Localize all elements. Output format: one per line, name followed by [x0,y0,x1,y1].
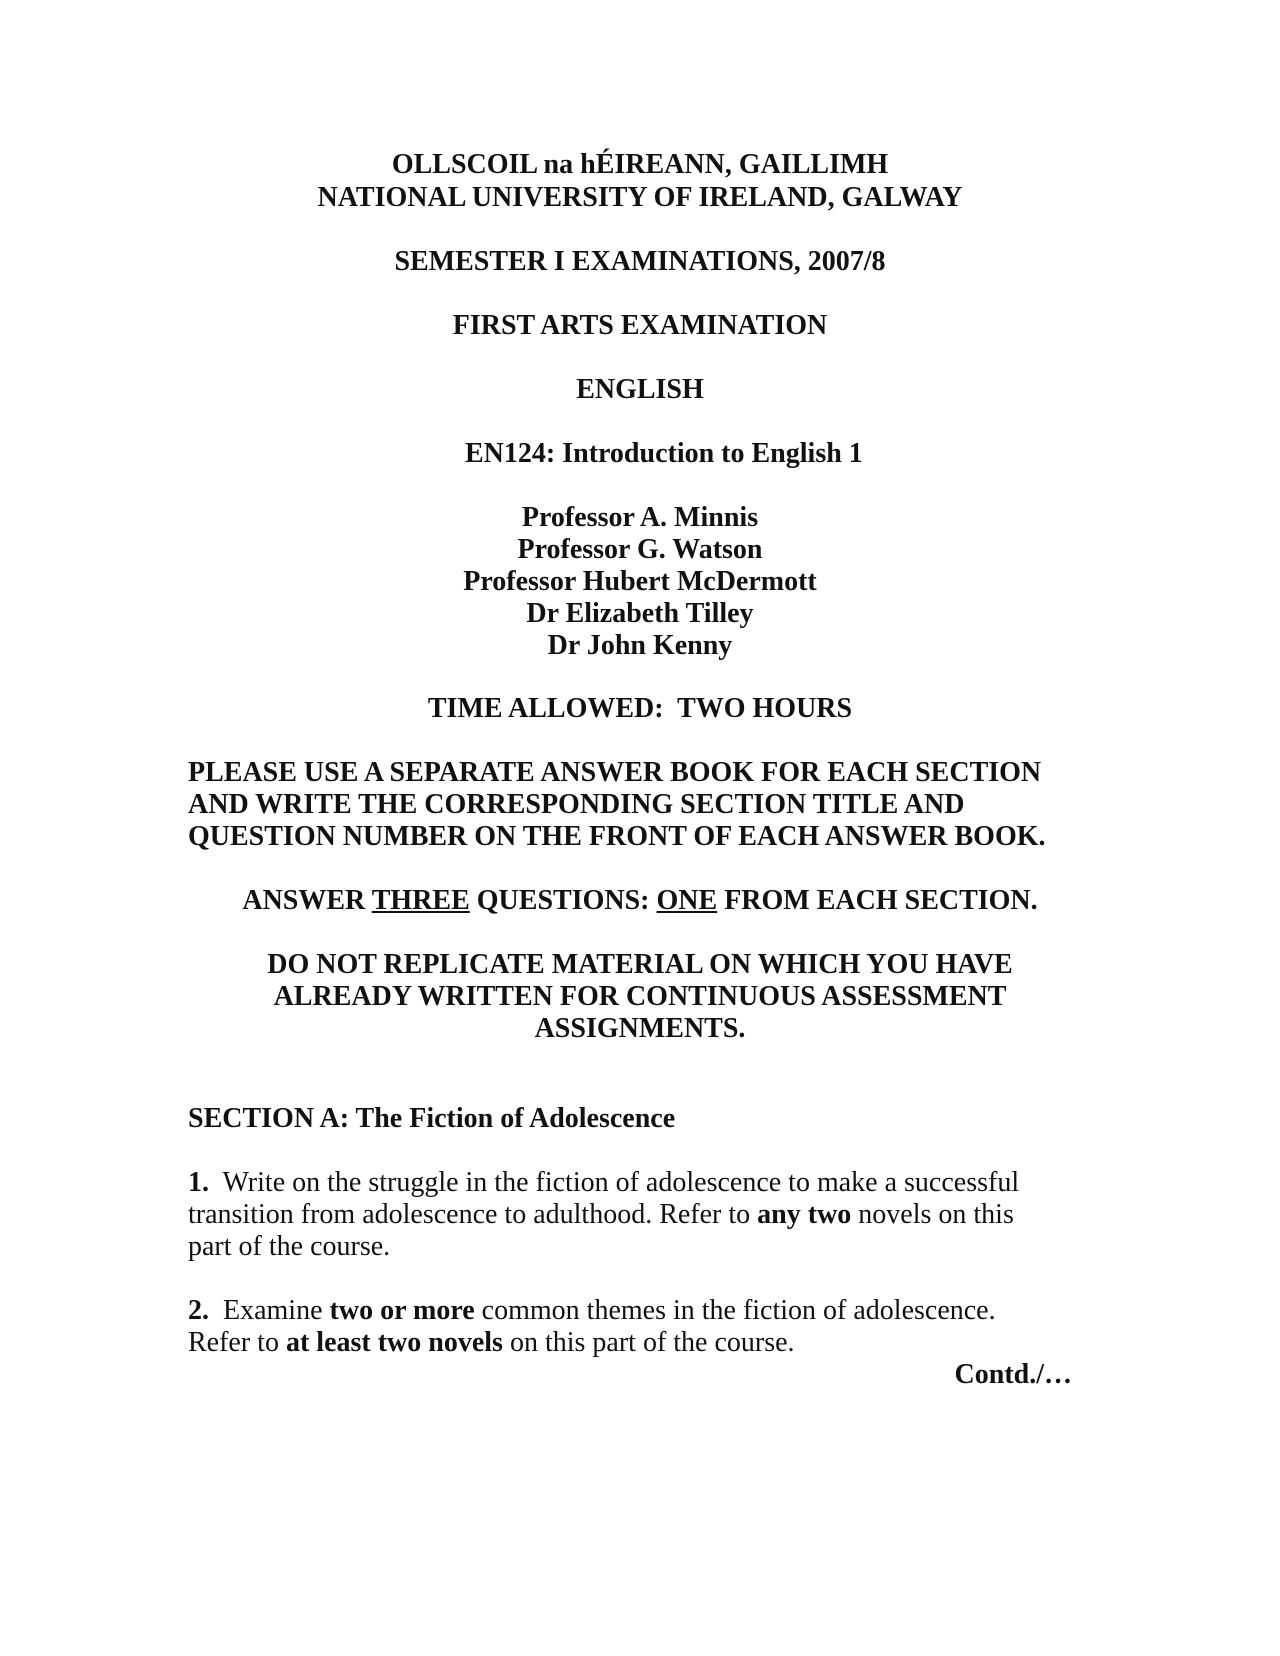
subject-title: ENGLISH [576,374,704,405]
question-2-line [188,1326,795,1360]
question-number: 2. [188,1295,209,1326]
answer-suffix: FROM EACH SECTION. [717,885,1038,916]
answer-mid: QUESTIONS: [469,885,657,916]
question-number: 1. [188,1167,209,1198]
answer-book-instruction: AND WRITE THE CORRESPONDING SECTION TITLE AND [188,789,965,820]
question-1-line [188,1166,1019,1200]
university-irish-name: OLLSCOIL na hÉIREANN, GAILLIMH [391,149,889,180]
section-a-title: SECTION A: The Fiction of Adolescence [188,1103,676,1134]
examiner-name: Professor A. Minnis [521,502,759,533]
question-text: Write on the struggle in the fiction of adolescence to make a successful [222,1167,1020,1198]
answer-prefix: ANSWER [242,885,372,916]
question-1-line [188,1198,1014,1232]
examiner-name: Dr John Kenny [547,630,733,661]
university-english-name: NATIONAL UNIVERSITY OF IRELAND, GALWAY [317,182,963,213]
answer-book-instruction: PLEASE USE A SEPARATE ANSWER BOOK FOR EACH SECTION [188,757,1042,788]
question-text: transition from adolescence to adulthood. Refer to [188,1199,758,1230]
question-text: novels on this [851,1199,1014,1230]
question-text: Refer to [188,1327,286,1358]
no-replicate-instruction: DO NOT REPLICATE MATERIAL ON WHICH YOU HAVE [267,949,1013,980]
examiner-name: Dr Elizabeth Tilley [526,598,754,629]
question-emphasis: two or more [329,1295,475,1326]
continued-marker: Contd./… [954,1359,1072,1390]
question-text: Examine [223,1295,330,1326]
examiner-name: Professor Hubert McDermott [463,566,817,597]
question-emphasis: any two [757,1199,852,1230]
answer-count-instruction [0,884,1280,918]
answer-count: THREE [371,885,470,916]
time-allowed: TIME ALLOWED: TWO HOURS [427,693,853,724]
module-title: EN124: Introduction to English 1 [465,438,863,469]
question-emphasis: at least two novels [285,1327,503,1358]
no-replicate-instruction: ALREADY WRITTEN FOR CONTINUOUS ASSESSMENT [273,981,1007,1012]
question-text: on this part of the course. [502,1327,795,1358]
question-text: common themes in the fiction of adolescence. [474,1295,996,1326]
exam-session: SEMESTER I EXAMINATIONS, 2007/8 [394,246,886,277]
no-replicate-instruction: ASSIGNMENTS. [534,1013,746,1044]
examiner-name: Professor G. Watson [517,534,763,565]
exam-title: FIRST ARTS EXAMINATION [452,310,828,341]
answer-one: ONE [656,885,718,916]
question-1-line: part of the course. [188,1231,391,1262]
answer-book-instruction: QUESTION NUMBER ON THE FRONT OF EACH ANSWER BOOK. [188,821,1046,852]
question-2-line [188,1294,996,1328]
